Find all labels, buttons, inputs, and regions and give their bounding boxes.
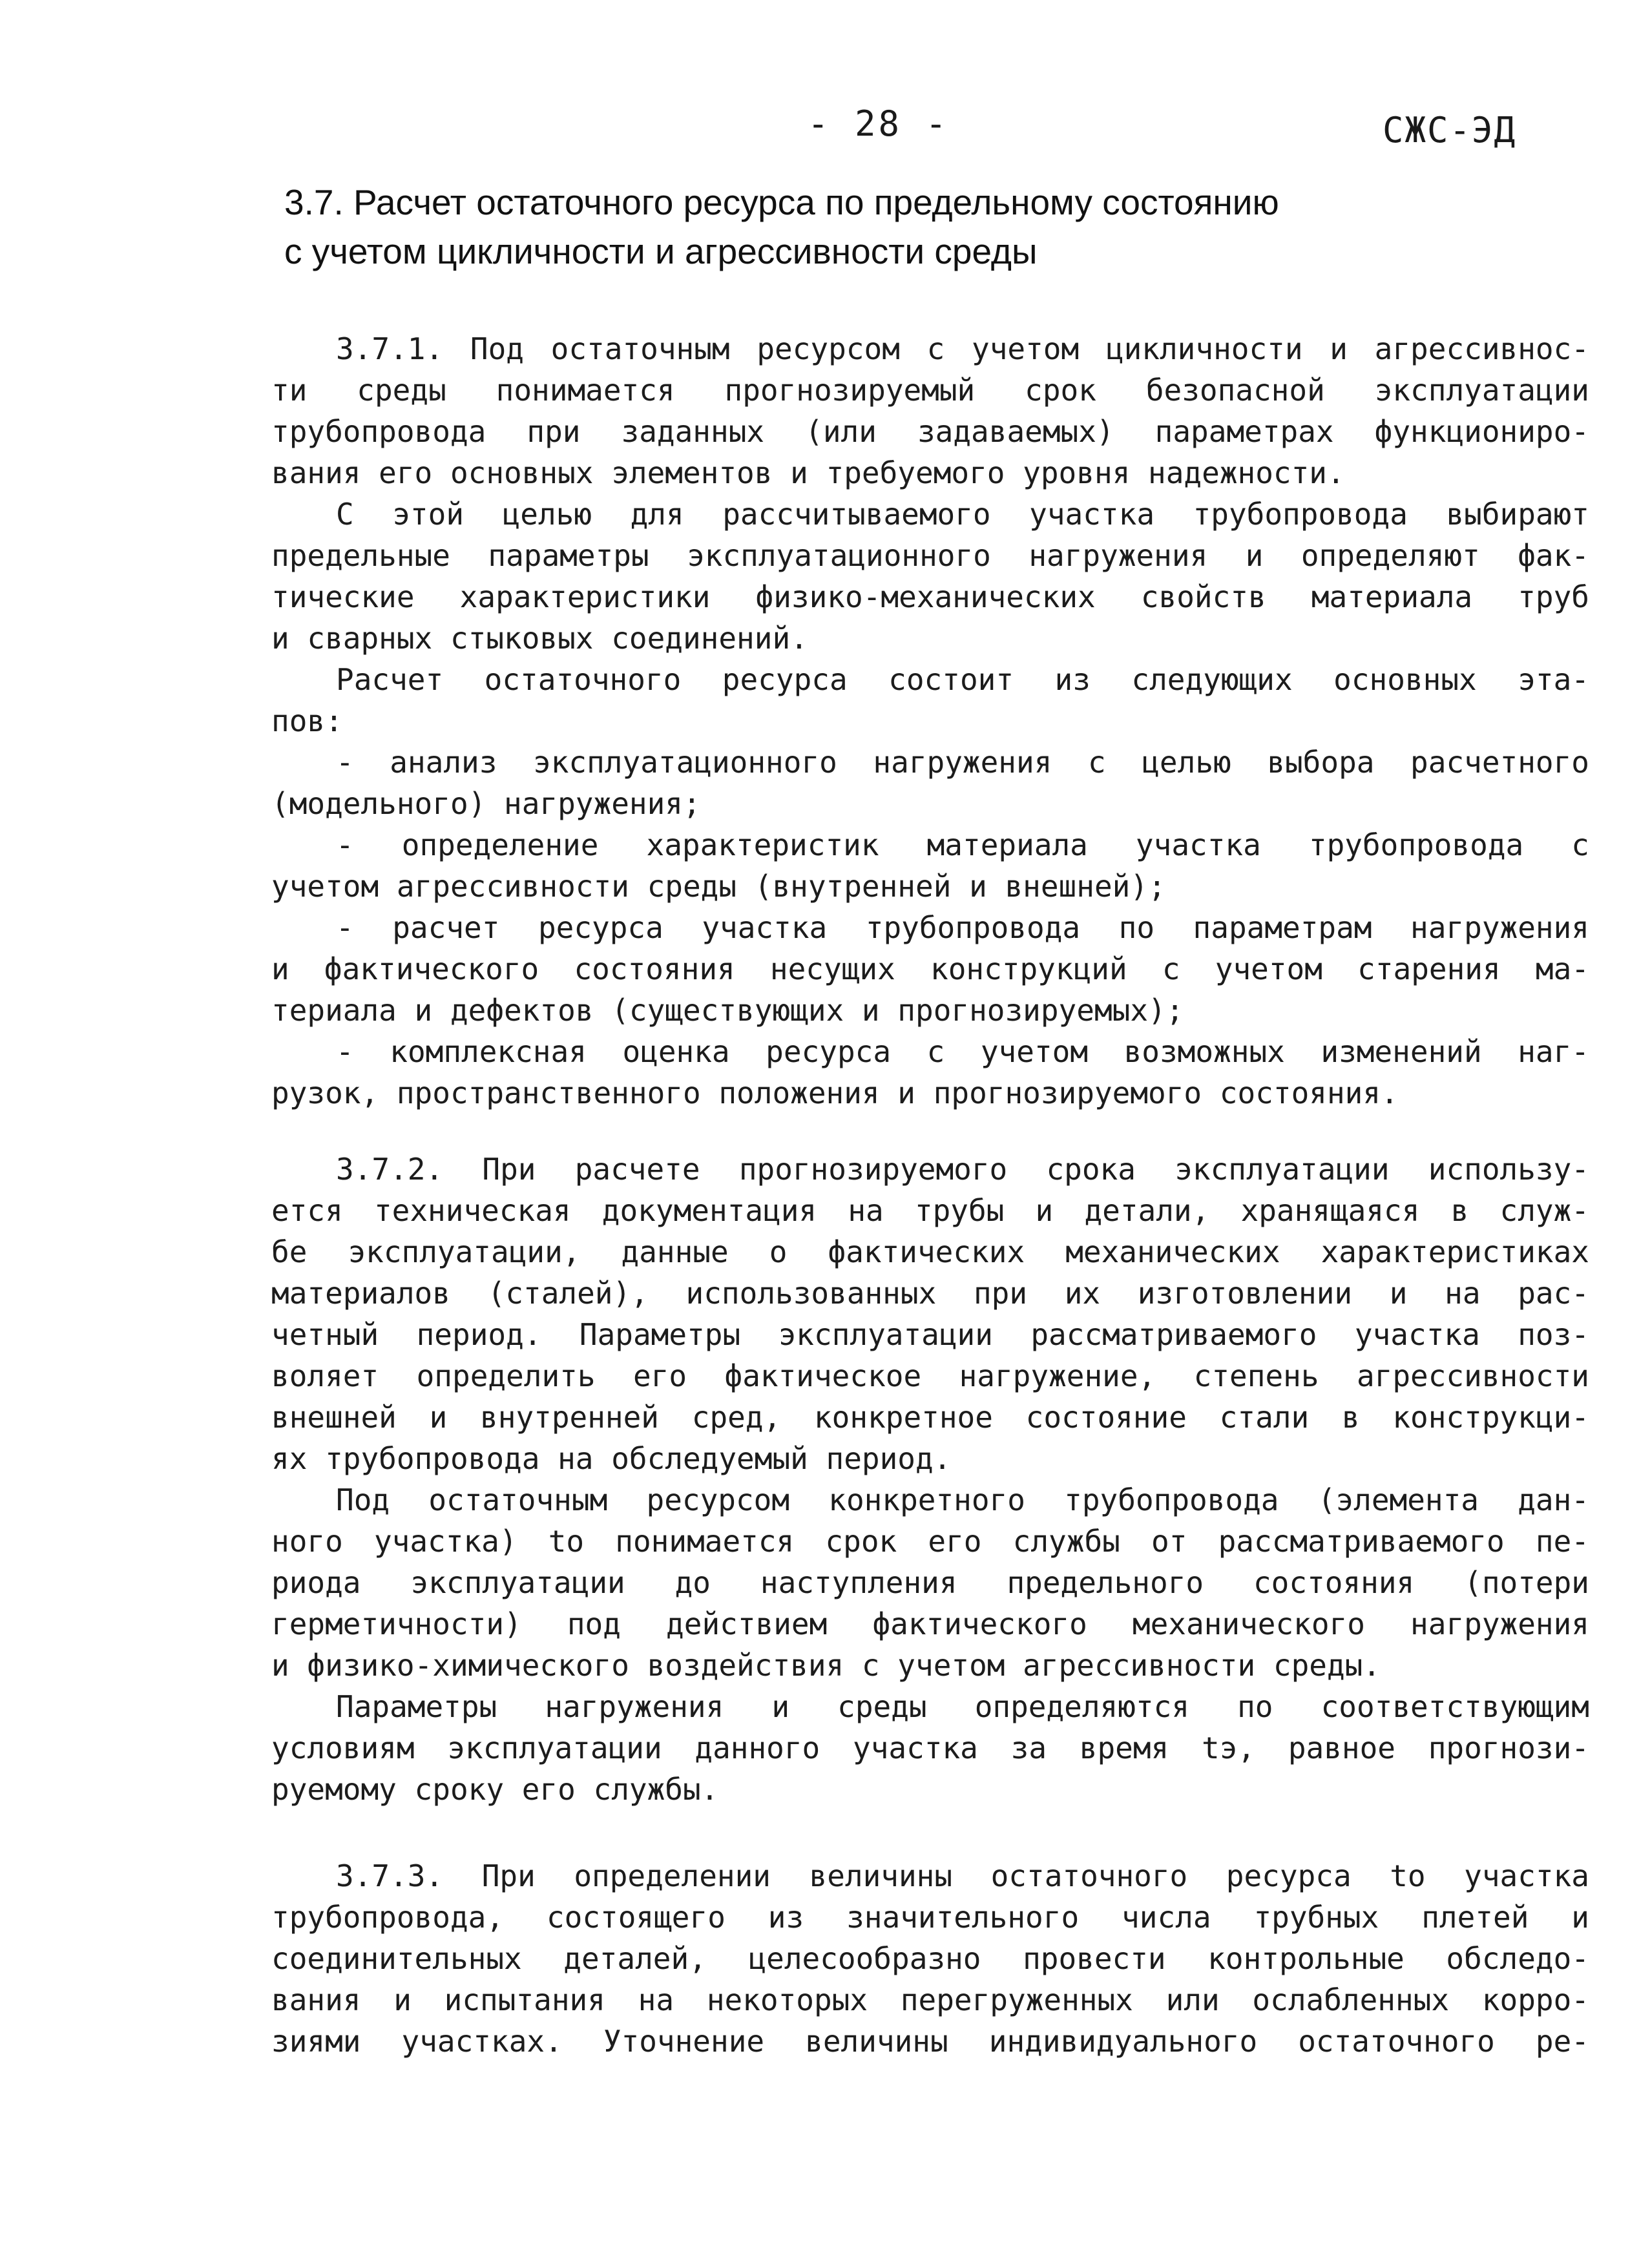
text-line: трубопровода, состоящего из значительного числа трубных плетей и — [271, 1900, 1589, 1935]
list-item-line: - расчет ресурса участка трубопровода по параметрам нагружения — [336, 910, 1589, 945]
text-line: учетом агрессивности среды (внутренней и внешней); — [271, 869, 1166, 904]
text-line: и фактического состояния несущих конструкций с учетом старения ма- — [271, 952, 1589, 986]
text-line: и физико-химического воздействия с учетом агрессивности среды. — [271, 1648, 1381, 1683]
text-line: руемому сроку его службы. — [271, 1772, 719, 1807]
text-line: 3.7.1. Под остаточным ресурсом с учетом цикличности и агрессивнос- — [336, 331, 1589, 366]
text-line: ях трубопровода на обследуемый период. — [271, 1441, 952, 1476]
text-line: условиям эксплуатации данного участка за время tэ, равное прогнози- — [271, 1731, 1589, 1765]
page-number: - 28 - — [808, 103, 950, 144]
text-line: вания и испытания на некоторых перегруженных или ослабленных корро- — [271, 1982, 1589, 2017]
text-line: 3.7.2. При расчете прогнозируемого срока эксплуатации использу- — [336, 1152, 1589, 1187]
body-block-3-7-1 — [271, 328, 1589, 1114]
section-title-line: 3.7. Расчет остаточного ресурса по предельному состоянию — [284, 182, 1279, 222]
text-line: пов: — [271, 703, 343, 738]
body-block-3-7-2 — [271, 1149, 1589, 1810]
text-line: териала и дефектов (существующих и прогнозируемых); — [271, 993, 1184, 1028]
list-item-line: - комплексная оценка ресурса с учетом возможных изменений наг- — [336, 1034, 1589, 1069]
text-line: Под остаточным ресурсом конкретного трубопровода (элемента дан- — [336, 1483, 1589, 1517]
text-line: зиями участках. Уточнение величины индивидуального остаточного ре- — [271, 2024, 1589, 2059]
text-line: соединительных деталей, целесообразно провести контрольные обследо- — [271, 1941, 1589, 1976]
text-line: тические характеристики физико-механических свойств материала труб — [271, 579, 1589, 614]
text-line: (модельного) нагружения; — [271, 786, 701, 821]
text-line: бе эксплуатации, данные о фактических механических характеристиках — [271, 1234, 1589, 1269]
list-item-line: - анализ эксплуатационного нагружения с целью выбора расчетного — [336, 745, 1589, 780]
text-line: ти среды понимается прогнозируемый срок безопасной эксплуатации — [271, 373, 1589, 408]
text-line: предельные параметры эксплуатационного нагружения и определяют фак- — [271, 538, 1589, 573]
text-line: ется техническая документация на трубы и детали, хранящаяся в служ- — [271, 1193, 1589, 1228]
section-heading — [284, 178, 1512, 276]
text-line: рузок, пространственного положения и прогнозируемого состояния. — [271, 1076, 1399, 1110]
text-line: С этой целью для рассчитываемого участка трубопровода выбирают — [336, 497, 1589, 532]
text-line: герметичности) под действием фактического механического нагружения — [271, 1607, 1589, 1641]
text-line: материалов (сталей), использованных при их изготовлении и на рас- — [271, 1276, 1589, 1311]
section-title-line: с учетом цикличности и агрессивности среды — [284, 231, 1038, 271]
body-block-3-7-3 — [271, 1855, 1589, 2062]
page-header — [0, 103, 1650, 161]
text-line: Параметры нагружения и среды определяются по соответствующим — [336, 1689, 1589, 1724]
list-item-line: - определение характеристик материала участка трубопровода с — [336, 827, 1589, 862]
text-line: 3.7.3. При определении величины остаточного ресурса tо участка — [336, 1858, 1589, 1893]
text-line: и сварных стыковых соединений. — [271, 621, 808, 656]
document-code: СЖС-ЭД — [1383, 110, 1517, 151]
text-line: Расчет остаточного ресурса состоит из следующих основных эта- — [336, 662, 1589, 697]
text-line: ного участка) tо понимается срок его службы от рассматриваемого пе- — [271, 1524, 1589, 1559]
text-line: внешней и внутренней сред, конкретное состояние стали в конструкци- — [271, 1400, 1589, 1435]
text-line: трубопровода при заданных (или задаваемых) параметрах функциониро- — [271, 414, 1589, 449]
text-line: вания его основных элементов и требуемого уровня надежности. — [271, 455, 1345, 490]
text-line: риода эксплуатации до наступления предельного состояния (потери — [271, 1565, 1589, 1600]
text-line: воляет определить его фактическое нагружение, степень агрессивности — [271, 1358, 1589, 1393]
text-line: четный период. Параметры эксплуатации рассматриваемого участка поз- — [271, 1317, 1589, 1352]
